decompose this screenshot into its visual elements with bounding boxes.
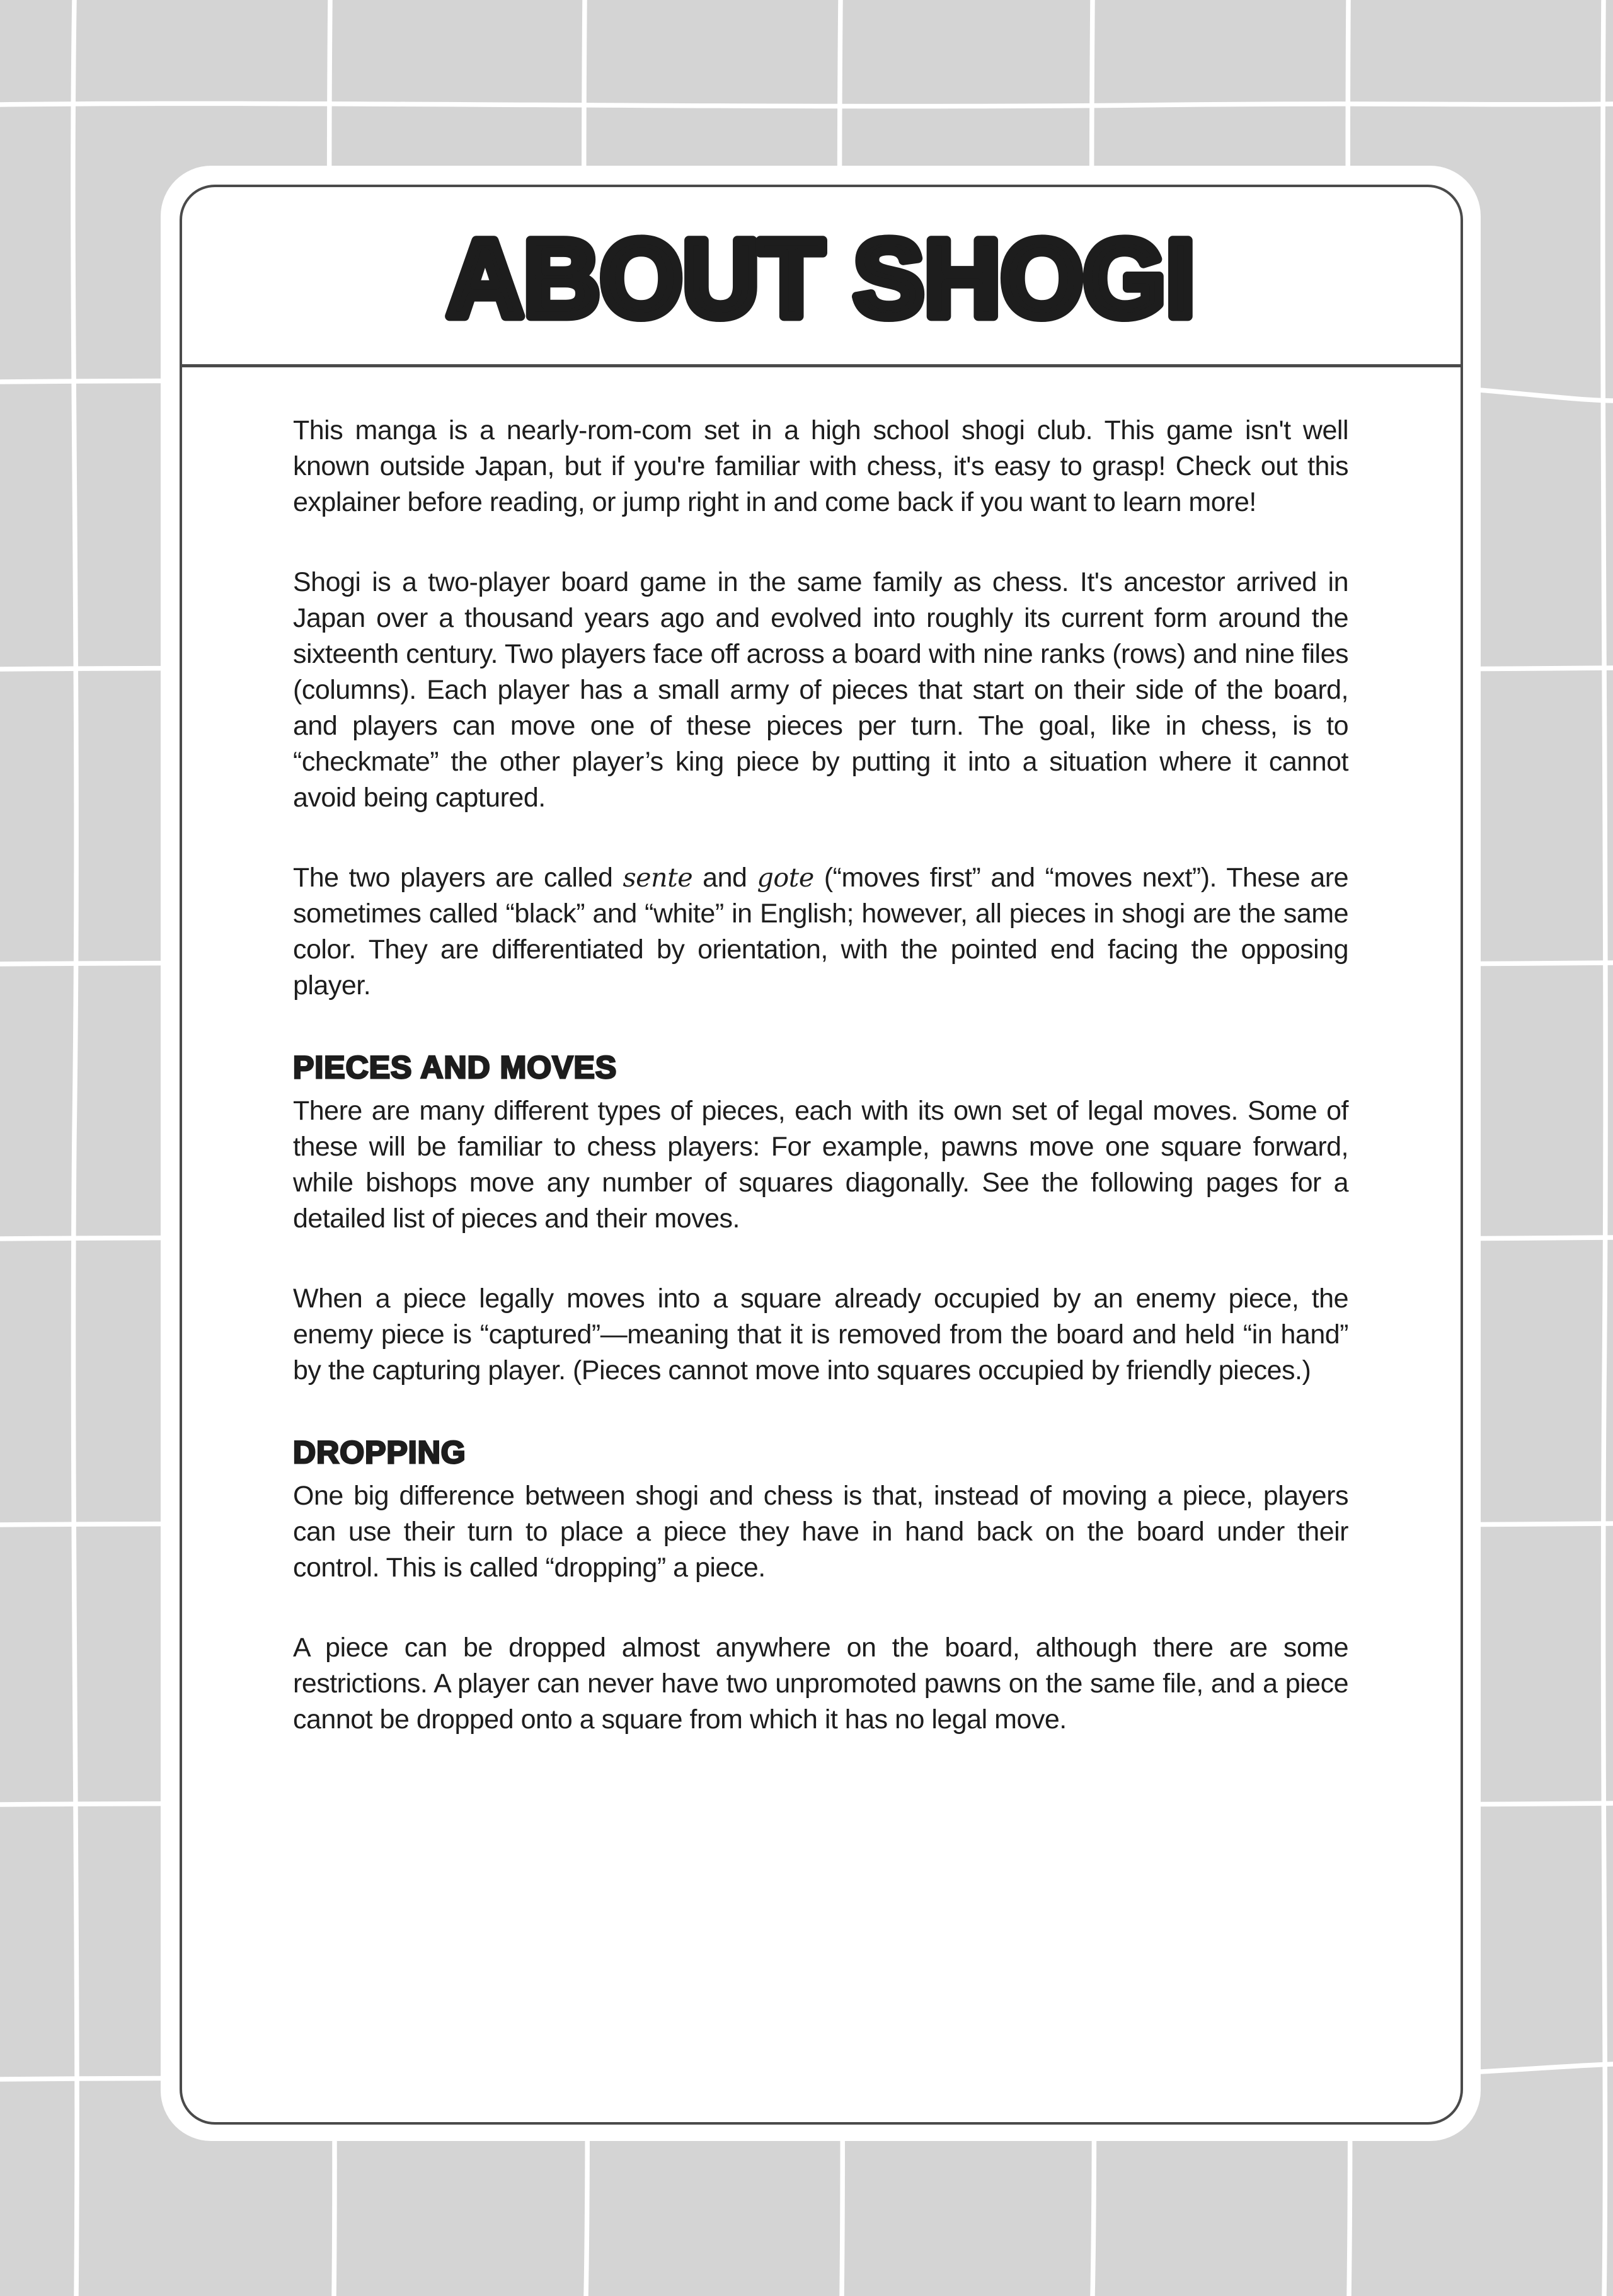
section-heading: PIECES AND MOVES [293, 1050, 617, 1085]
card-border [180, 185, 1463, 2125]
italic-term: sente [623, 863, 693, 893]
paragraph [293, 1630, 1348, 1738]
grid-line-vertical [1603, 0, 1605, 2296]
paragraph [293, 860, 1348, 1004]
article-body [182, 367, 1461, 2122]
paragraph [293, 1478, 1348, 1586]
text-segment: One big difference between shogi and chess is that, instead of moving a piece, players can use their turn to place a piece they have in hand back on the board under their control. This is called “dropping” a piece. [293, 1481, 1348, 1583]
info-card [161, 166, 1481, 2141]
grid-line-horizontal [0, 103, 1613, 106]
paragraph [293, 1281, 1348, 1389]
italic-term: gote [757, 863, 814, 893]
page-title: ABOUT SHOGI [447, 217, 1195, 340]
section-heading: DROPPING [293, 1435, 466, 1470]
text-segment: When a piece legally moves into a square already occupied by an enemy piece, the enemy piece is “captured”—meaning that it is removed from the board and held “in hand” by the capturing player. (Pieces cannot move into squares occupied by friendly pieces.) [293, 1283, 1348, 1386]
paragraph [293, 1093, 1348, 1237]
paragraph [293, 413, 1348, 520]
paragraph [293, 565, 1348, 816]
text-segment: The two players are called [293, 863, 623, 893]
grid-line-vertical [73, 0, 77, 2296]
text-segment: This manga is a nearly-rom-com set in a high school shogi club. This game isn't well known outside Japan, but if you're familiar with chess, it's easy to grasp! Check out this explainer before reading, or jump right in and come back if you want to learn more! [293, 415, 1348, 517]
text-segment: There are many different types of pieces, each with its own set of legal moves. Some of these will be familiar to chess players: For example, pawns move one square forward, while bishops move any number of squares diagonally. See the following pages for a detailed list of pieces and their moves. [293, 1096, 1348, 1234]
text-segment: Shogi is a two-player board game in the same family as chess. It's ancestor arrived in Japan over a thousand years ago and evolved into roughly its current form around the sixteenth century. Two players face off across a board with nine ranks (rows) and nine files (columns). Each player has a small army of pieces that start on their side of the board, and players can move one of these pieces per turn. The goal, like in chess, is to “checkmate” the other player’s king piece by putting it into a situation where it cannot avoid being captured. [293, 567, 1348, 813]
text-segment: A piece can be dropped almost anywhere on the board, although there are some restrictions. A player can never have two unpromoted pawns on the same file, and a piece cannot be dropped onto a square from which it has no legal move. [293, 1633, 1348, 1735]
title-banner [182, 187, 1461, 364]
title-graphic [182, 187, 1461, 364]
text-segment: and [692, 863, 757, 893]
text-segment: (“moves first” and “moves next”). These are sometimes called “black” and “white” in English; however, all pieces in shogi are the same color. They are differentiated by orientation, with the pointed end facing the opposing player. [293, 863, 1349, 1001]
